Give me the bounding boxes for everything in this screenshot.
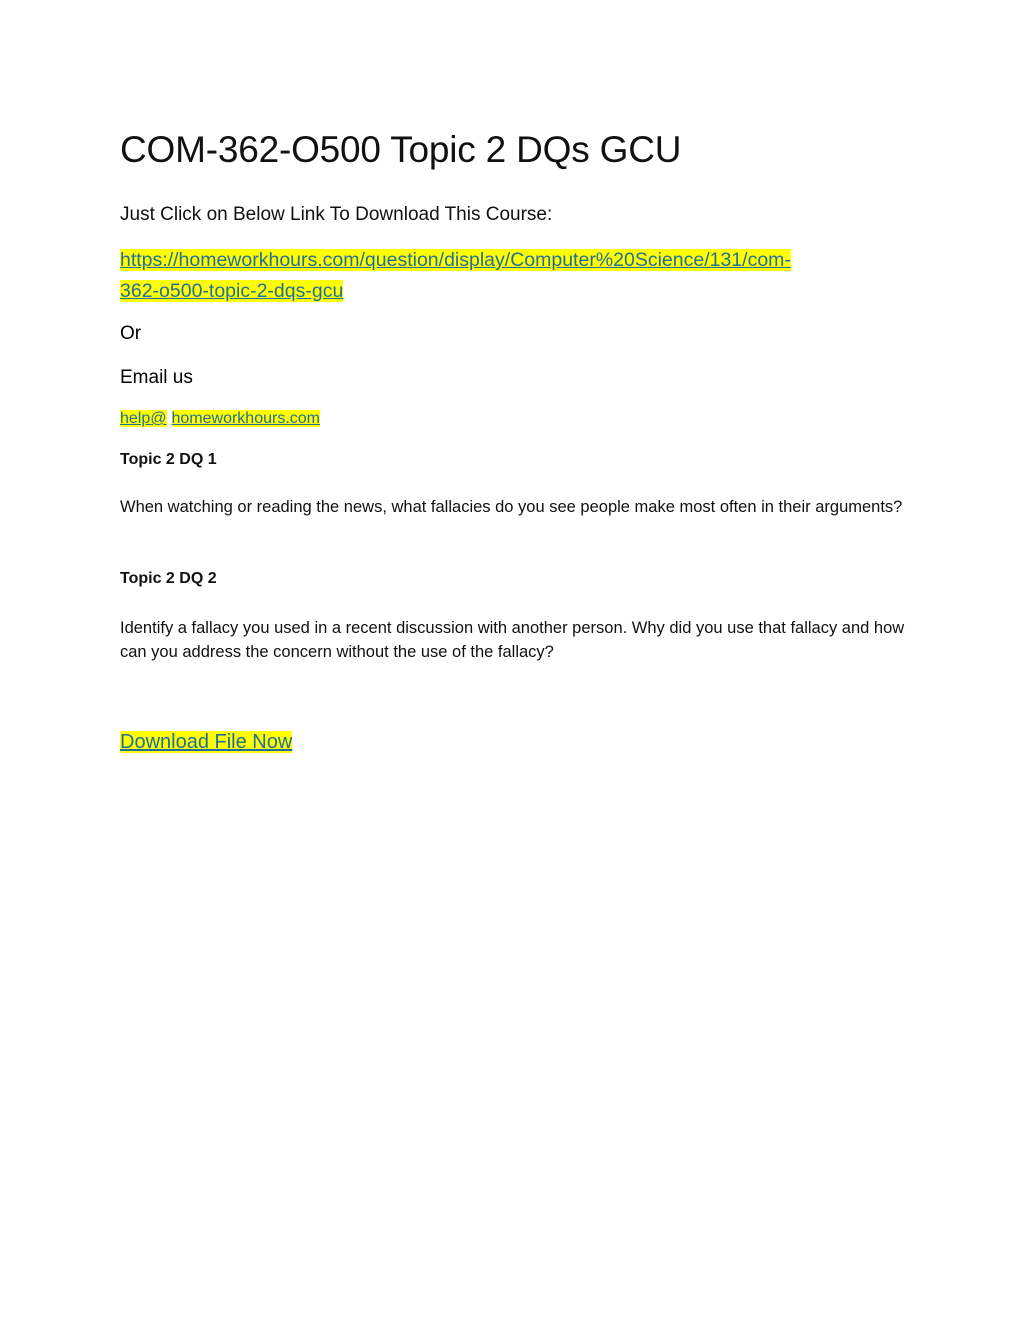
download-block: [120, 729, 910, 755]
intro-text: Just Click on Below Link To Download This Course:: [120, 204, 553, 225]
course-link-line1[interactable]: https://homeworkhours.com/question/display/Computer%20Science/131/com-: [120, 249, 791, 271]
dq1-heading: Topic 2 DQ 1: [120, 451, 217, 468]
dq2-heading: Topic 2 DQ 2: [120, 570, 217, 587]
email-user-link[interactable]: help@: [120, 410, 167, 427]
course-link-line2[interactable]: 362-o500-topic-2-dqs-gcu: [120, 280, 344, 302]
or-text: Or: [120, 323, 142, 344]
dq2-text: Identify a fallacy you used in a recent discussion with another person. Why did you use that fallacy and how can you address the concern without the use of the fallacy?: [120, 619, 905, 661]
email-domain-link[interactable]: homeworkhours.com: [171, 410, 320, 427]
page-title: COM-362-O500 Topic 2 DQs GCU: [120, 129, 682, 170]
dq1-text: When watching or reading the news, what fallacies do you see people make most often in their arguments?: [120, 498, 903, 516]
download-file-link[interactable]: Download File Now: [120, 731, 293, 753]
email-label: Email us: [120, 367, 193, 388]
course-link-block: [120, 245, 900, 307]
email-link-block: [120, 408, 910, 430]
